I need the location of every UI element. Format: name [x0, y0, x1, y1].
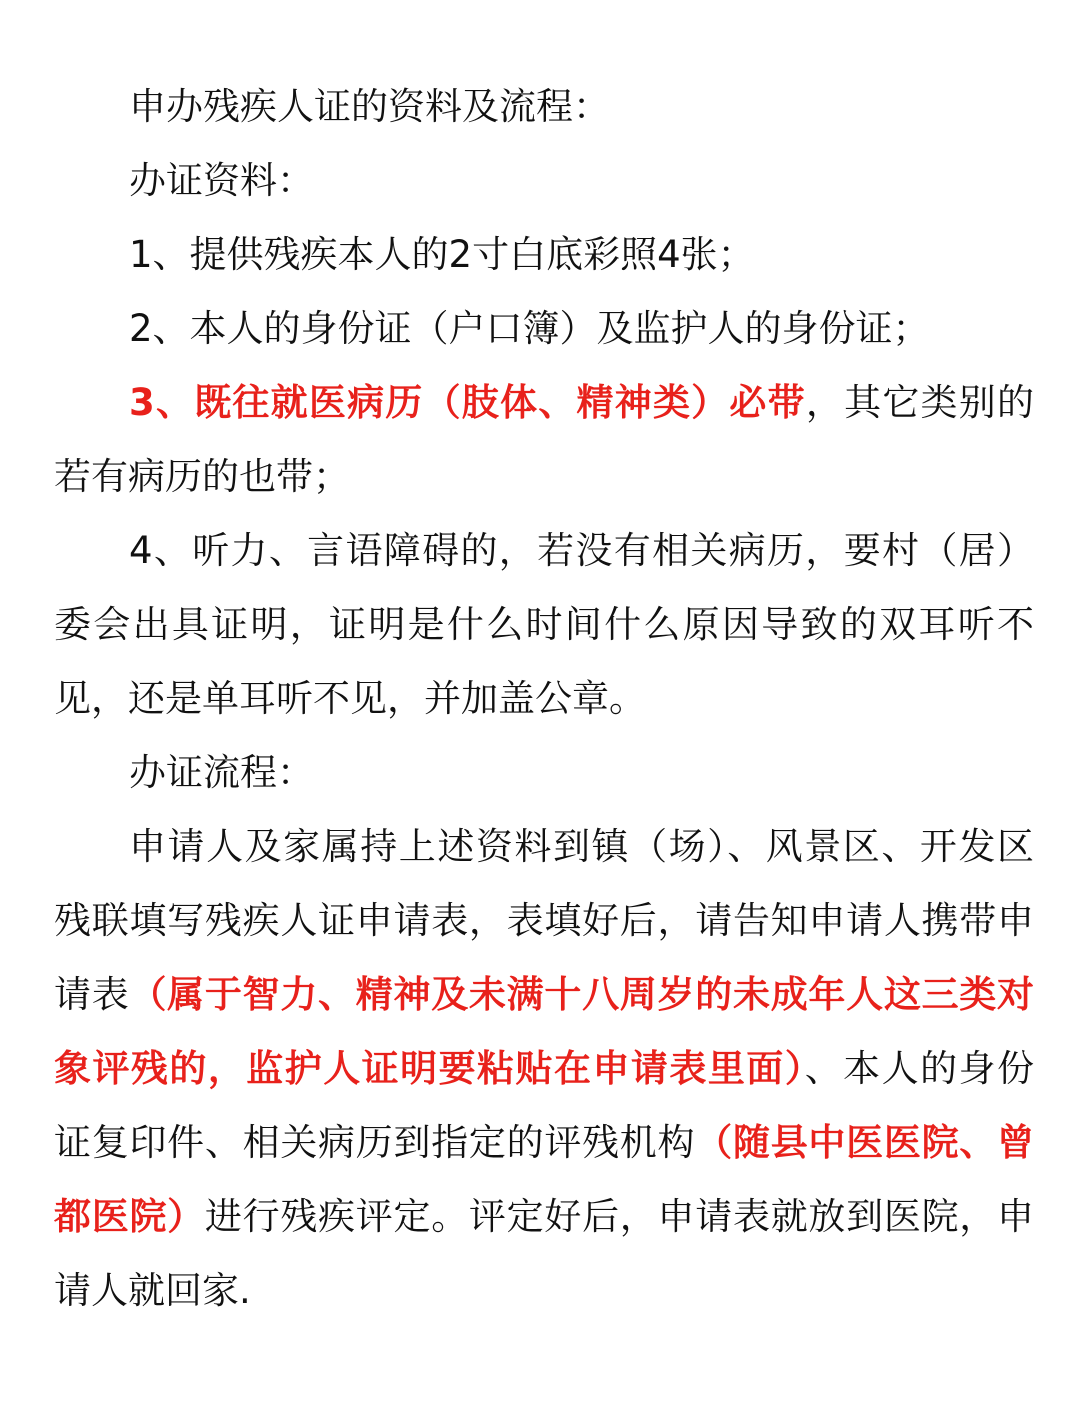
- process-text-3: 进行残疾评定。评定好后，申请表就放到医院，申请人就回家.: [54, 1195, 1035, 1312]
- materials-item-3: [54, 366, 1034, 514]
- process-highlight-hospitals: （随县中医医院、曾都医院）: [54, 1121, 1035, 1238]
- materials-item-4: 4、听力、言语障碍的，若没有相关病历，要村（居）委会出具证明，证明是什么时间什么原因导致的双耳听不见，还是单耳听不见，并加盖公章。: [54, 529, 1034, 720]
- materials-item-3-rest: ，其它类别的若有病历的也带；: [54, 381, 1035, 498]
- process-paragraph: [54, 810, 1034, 1328]
- document-title: 申办残疾人证的资料及流程：: [129, 85, 610, 128]
- materials-item-2: 2、本人的身份证（户口簿）及监护人的身份证；: [129, 307, 930, 350]
- process-highlight-guardian: （属于智力、精神及未满十八周岁的未成年人这三类对象评残的，监护人证明要粘贴在申请表里面）: [54, 973, 1035, 1090]
- materials-heading: 办证资料：: [129, 159, 314, 202]
- document-body: [54, 70, 1034, 1328]
- process-text-2: 、本人的身份证复印件、相关病历到指定的评残机构: [54, 1047, 1035, 1164]
- process-text-1: 申请人及家属持上述资料到镇（场）、风景区、开发区残联填写残疾人证申请表，表填好后，请告知申请人携带申请表: [54, 825, 1034, 1016]
- materials-item-3-highlight: 3、既往就医病历（肢体、精神类）必带: [129, 381, 806, 424]
- process-heading: 办证流程：: [129, 751, 314, 794]
- materials-item-1: 1、提供残疾本人的2寸白底彩照4张；: [129, 233, 755, 276]
